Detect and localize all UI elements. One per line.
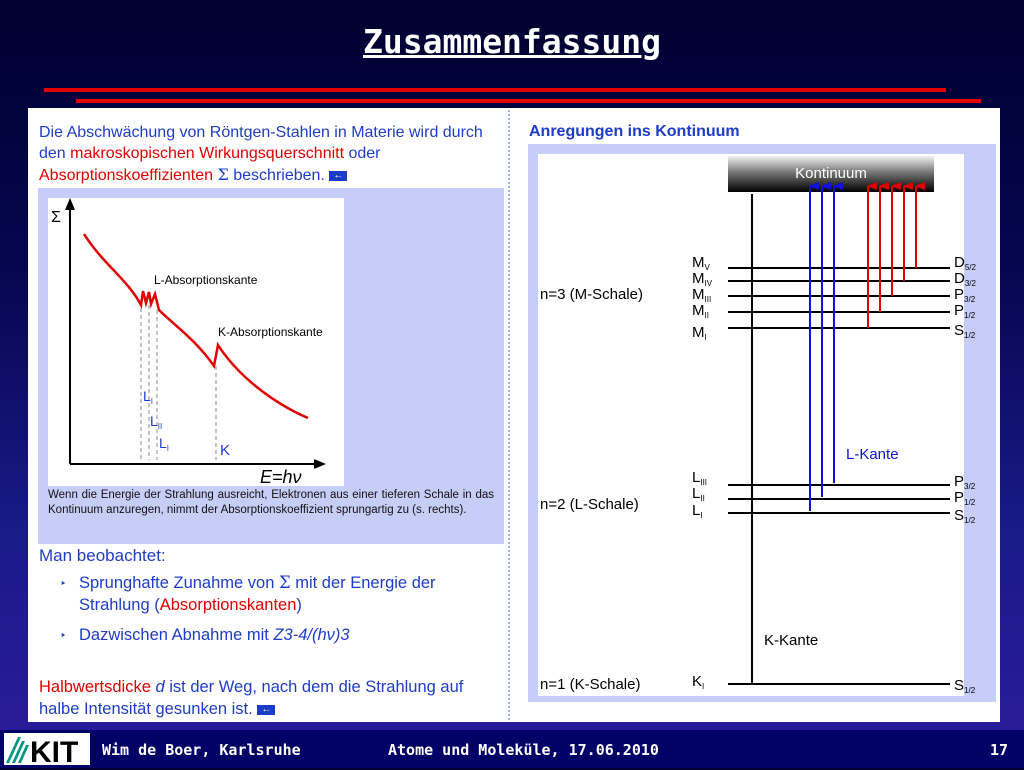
bullet-1-part3: ) — [296, 596, 302, 614]
svg-text:P1/2: $P_{1/2}$ — [954, 489, 976, 507]
observed-heading: Man beobachtet: — [39, 546, 166, 565]
l-absorption-edge-label: L-Absorptionskante — [154, 273, 258, 287]
column-divider — [508, 110, 510, 720]
intro-red-term1: makroskopischen Wirkungsquerschnitt — [70, 145, 345, 162]
plot-x-label: E=hν — [260, 467, 302, 487]
kit-logo-svg — [4, 733, 90, 769]
svg-text:P3/2: $P_{3/2}$ — [954, 473, 976, 491]
kit-logo — [4, 733, 90, 769]
svg-text:MI: $M_I$ — [692, 324, 707, 342]
excitation-heading: Anregungen ins Kontinuum — [529, 123, 740, 140]
svg-text:S1/2: $S_{1/2}$ — [954, 507, 976, 525]
bullet-1-part1: Sprunghafte Zunahme von — [79, 574, 279, 592]
page-number: 17 — [990, 741, 1009, 759]
svg-text:P3/2: $P_{3/2}$ — [954, 286, 976, 304]
intro-part1: Die Abschwächung von Röntgen-Stahlen in Materie wird durch den — [39, 124, 483, 162]
shell-label-m: n=3 (M-Schale) — [540, 286, 643, 303]
halbwertsdicke-text — [39, 676, 499, 720]
level-diagram — [538, 154, 976, 696]
svg-text:S1/2: $S_{1/2}$ — [954, 322, 976, 340]
figure-caption: Wenn die Energie der Strahlung ausreicht, Elektronen aus einer tieferen Schale in das Kontinuum anzuregen, nimmt der Absorptionskoeffizient sprungartig zu (s. rechts). — [48, 489, 494, 516]
svg-text:MIV: $M_{IV}$ — [692, 270, 713, 288]
svg-text:MV: $M_V$ — [692, 254, 710, 272]
bullet-1-marker: ‣ — [60, 578, 67, 590]
plot-x-arrow — [314, 459, 326, 469]
shell-label-l: n=2 (L-Schale) — [540, 496, 639, 513]
level-diagram-svg — [538, 154, 976, 696]
svg-text:LIII: $L_{III}$ — [692, 469, 708, 487]
svg-text:MII: $M_{II}$ — [692, 302, 709, 320]
title-underline-2 — [76, 99, 981, 103]
k-kante-label: K-Kante — [764, 632, 819, 649]
l-shell-levels — [728, 485, 950, 513]
bullet-2-text — [79, 624, 350, 646]
back-arrow-link-2[interactable]: ← — [257, 705, 275, 715]
kit-logo-text: KIT — [30, 736, 79, 769]
svg-text:D3/2: $D_{3/2}$ — [954, 270, 976, 288]
k-absorption-edge-label: K-Absorptionskante — [218, 325, 323, 339]
footer-author: Wim de Boer, Karlsruhe — [102, 741, 301, 759]
intro-part3: beschrieben. — [228, 167, 325, 184]
back-arrow-link[interactable]: ← — [329, 171, 347, 181]
bullet-1-text — [79, 572, 500, 616]
intro-red-term2: Absorptionskoeffizienten — [39, 167, 214, 184]
svg-text:MIII: $M_{III}$ — [692, 286, 712, 304]
bullet-2-part1: Dazwischen Abnahme mit — [79, 626, 274, 644]
bullet-1-part2: mit der Energie der Strahlung ( — [79, 574, 436, 614]
bullet-2-marker: ‣ — [60, 630, 67, 642]
svg-text:LI: $L_I$ — [692, 502, 703, 520]
m-shell-levels — [728, 268, 950, 328]
title-underline-1 — [44, 88, 946, 92]
slide-title: Zusammenfassung — [362, 22, 661, 61]
edge-label-k: K — [220, 442, 231, 459]
edge-label-li-top: $L_I$ — [143, 388, 154, 406]
k-level-label-left: $K_I$ — [692, 673, 705, 691]
intro-text — [39, 122, 501, 186]
l-level-labels-left — [692, 469, 707, 520]
halbwertsdicke-rest: ist der Weg, nach dem die Strahlung auf halbe Intensität gesunken ist. — [39, 678, 464, 718]
edge-label-li: $L_I$ — [159, 435, 170, 453]
k-level-label-right: $S_{1/2}$ — [954, 677, 976, 695]
shell-label-k: n=1 (K-Schale) — [540, 676, 641, 693]
m-excitation-arrows — [868, 186, 916, 328]
bullet-1-red: Absorptionskanten — [159, 596, 297, 614]
svg-text:P1/2: $P_{1/2}$ — [954, 302, 976, 320]
intro-sigma: Σ — [217, 165, 229, 184]
continuum-label: Kontinuum — [795, 165, 867, 182]
l-kante-label: L-Kante — [846, 446, 899, 463]
absorption-plot-svg — [48, 198, 344, 486]
svg-text:D5/2: $D_{5/2}$ — [954, 254, 976, 272]
m-level-labels-left — [692, 254, 713, 342]
halbwertsdicke-term: Halbwertsdicke — [39, 678, 151, 696]
bullet-2-formula: Z3-4/(hν)3 — [273, 626, 350, 644]
footer-course: Atome und Moleküle, 17.06.2010 — [388, 741, 659, 759]
l-excitation-arrows — [810, 186, 834, 511]
plot-y-label: Σ — [51, 209, 61, 226]
svg-text:LII: $L_{II}$ — [692, 485, 705, 503]
edge-label-lii: $L_{II}$ — [150, 413, 163, 431]
bullet-1-sigma: Σ — [278, 573, 291, 592]
absorption-plot — [48, 198, 344, 486]
plot-y-arrow — [65, 198, 75, 210]
halbwertsdicke-d: d — [155, 678, 165, 696]
intro-part2: oder — [344, 145, 381, 162]
